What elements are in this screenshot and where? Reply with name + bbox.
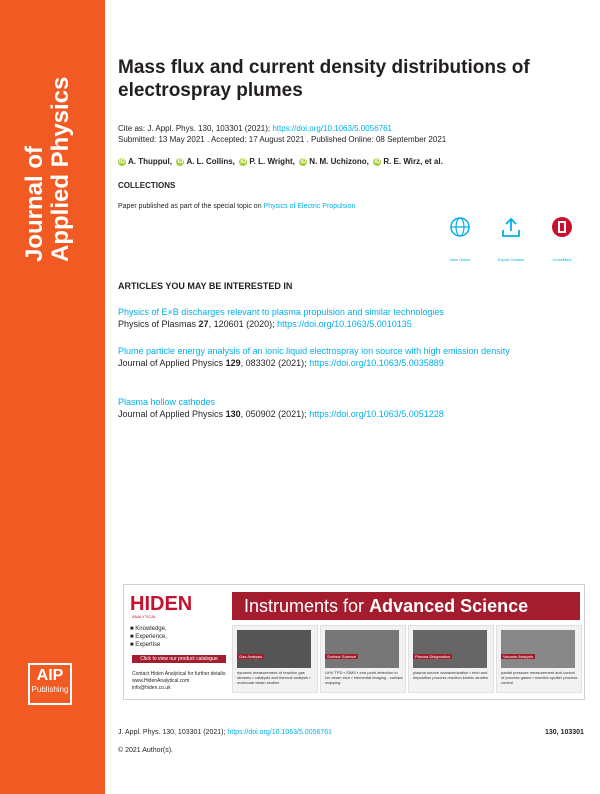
related-article (118, 345, 578, 369)
product-image (325, 630, 399, 668)
ad-email-link[interactable]: info@hiden.co.uk (132, 685, 171, 691)
related-article-doi[interactable]: https://doi.org/10.1063/5.0051228 (309, 409, 444, 419)
related-article-title[interactable]: Physics of E×B discharges relevant to plasma propulsion and similar technologies (118, 307, 444, 317)
related-article-doi[interactable]: https://doi.org/10.1063/5.0010135 (277, 319, 412, 329)
product-image (237, 630, 311, 668)
special-topic-note (118, 203, 355, 210)
orcid-icon: iD (300, 158, 307, 165)
footer-citation (118, 729, 332, 736)
author-item[interactable]: iD N. M. Uchizono, (300, 157, 369, 166)
hiden-logo: HIDEN (130, 593, 193, 615)
panel-tag: Gas Analysis (239, 654, 263, 659)
ad-banner (232, 592, 580, 620)
ad-bullet: ■ Expertise (130, 642, 161, 648)
orcid-icon: iD (240, 158, 247, 165)
footer-cite-text: J. Appl. Phys. 130, 103301 (2021); (118, 729, 226, 736)
orcid-icon: iD (177, 158, 184, 165)
cite-label: Cite as: (118, 124, 146, 133)
related-article-doi[interactable]: https://doi.org/10.1063/5.0035889 (309, 358, 444, 368)
journal-name-line2: Applied Physics (47, 76, 74, 262)
ad-website-link[interactable]: www.HidenAnalytical.com (132, 678, 190, 684)
panel-tag: Plasma Diagnostics (415, 654, 451, 659)
aip-logo-text: AIP (36, 667, 64, 684)
submission-dates: Submitted: 13 May 2021 . Accepted: 17 August 2021 . Published Online: 08 September 2021 (118, 135, 447, 144)
aip-logo-subtext: Publishing (31, 685, 69, 694)
product-image (413, 630, 487, 668)
crossmark-icon (551, 216, 573, 238)
ad-panel-plasma-diagnostics[interactable] (408, 625, 494, 693)
view-online-button[interactable] (440, 216, 480, 262)
globe-icon (449, 216, 471, 238)
hiden-logo-sub: ANALYTICAL (132, 614, 157, 619)
related-articles-heading: ARTICLES YOU MAY BE INTERESTED IN (118, 281, 293, 291)
author-list (118, 157, 443, 166)
related-article-title[interactable]: Plasma hollow cathodes (118, 397, 216, 407)
orcid-icon: iD (374, 158, 381, 165)
ad-contact (132, 671, 227, 692)
related-article (118, 396, 578, 420)
orcid-icon: iD (119, 158, 125, 165)
aip-publishing-logo[interactable] (28, 663, 72, 705)
panel-text: dynamic measurement of reaction gas streams ▪ catalysis and thermal analysis ▪ molecular beam studies (237, 670, 311, 685)
related-article (118, 306, 578, 330)
author-item[interactable]: iD R. E. Wirz, et al. (374, 157, 443, 166)
related-article-title[interactable]: Plume particle energy analysis of an ionic liquid electrospray ion source with high emission density (118, 346, 510, 356)
panel-text: partial pressure measurement and control of process gases ▪ reactive sputter process control (501, 670, 578, 685)
ad-banner-prefix: Instruments for (244, 596, 365, 616)
footer-page-ref: 130, 103301 (545, 729, 584, 736)
ad-contact-intro: Contact Hiden Analytical for further details: (132, 671, 227, 677)
ad-panel-gas-analysis[interactable] (232, 625, 318, 693)
cite-text: J. Appl. Phys. 130, 103301 (2021); (147, 124, 271, 133)
ad-panel-surface-science[interactable] (320, 625, 406, 693)
crossmark-button[interactable] (542, 216, 582, 262)
export-citation-button[interactable] (491, 216, 531, 262)
panel-text: UHV TPD ▪ SIMS ▪ end point detection in ion beam etch ▪ elemental imaging - surface mapping (325, 670, 403, 685)
panel-text: plasma source characterization ▪ etch and deposition process reaction kinetic studies (413, 670, 488, 680)
panel-tag: Surface Science (327, 654, 357, 659)
ad-panel-vacuum-analysis[interactable] (496, 625, 582, 693)
export-citation-label: Export Citation (497, 257, 525, 262)
export-icon (500, 216, 522, 238)
ad-bullet-list (130, 625, 167, 649)
paper-title[interactable]: Mass flux and current density distributions of electrospray plumes (118, 57, 530, 101)
author-item[interactable]: iD A. Thuppul, (119, 157, 172, 166)
copyright-notice: © 2021 Author(s). (118, 747, 173, 754)
view-online-label: View Online (449, 257, 471, 262)
doi-link[interactable]: https://doi.org/10.1063/5.0056761 (272, 124, 392, 133)
collections-heading: COLLECTIONS (118, 181, 176, 190)
panel-tag: Vacuum Analysis (503, 654, 534, 659)
footer-doi-link[interactable]: https://doi.org/10.1063/5.0056761 (227, 729, 333, 736)
author-item[interactable]: iD A. L. Collins, (177, 157, 235, 166)
special-topic-link[interactable]: Physics of Electric Propulsion (263, 203, 356, 210)
related-article-citation: Journal of Applied Physics 130, 050902 (2021); https://doi.org/10.1063/5.0051228 (118, 409, 444, 419)
related-article-citation: Journal of Applied Physics 129, 083302 (2021); https://doi.org/10.1063/5.0035889 (118, 358, 444, 368)
special-topic-prefix: Paper published as part of the special topic on (118, 203, 262, 210)
journal-sidebar (0, 0, 105, 794)
hiden-advertisement[interactable] (123, 584, 585, 700)
ad-bullet: ■ Knowledge, (130, 626, 167, 632)
ad-banner-bold: Advanced Science (369, 596, 529, 616)
citation-block (118, 123, 446, 145)
product-image (501, 630, 575, 668)
journal-name-line1: Journal of (21, 145, 48, 262)
related-article-citation: Physics of Plasmas 27, 120601 (2020); https://doi.org/10.1063/5.0010135 (118, 319, 412, 329)
crossmark-label: CrossMark (552, 257, 572, 262)
catalogue-button[interactable]: Click to view our product catalogue (132, 655, 226, 663)
journal-name-vertical (22, 22, 74, 262)
ad-bullet: ■ Experience, (130, 634, 167, 640)
author-item[interactable]: iD P. L. Wright, (240, 157, 295, 166)
